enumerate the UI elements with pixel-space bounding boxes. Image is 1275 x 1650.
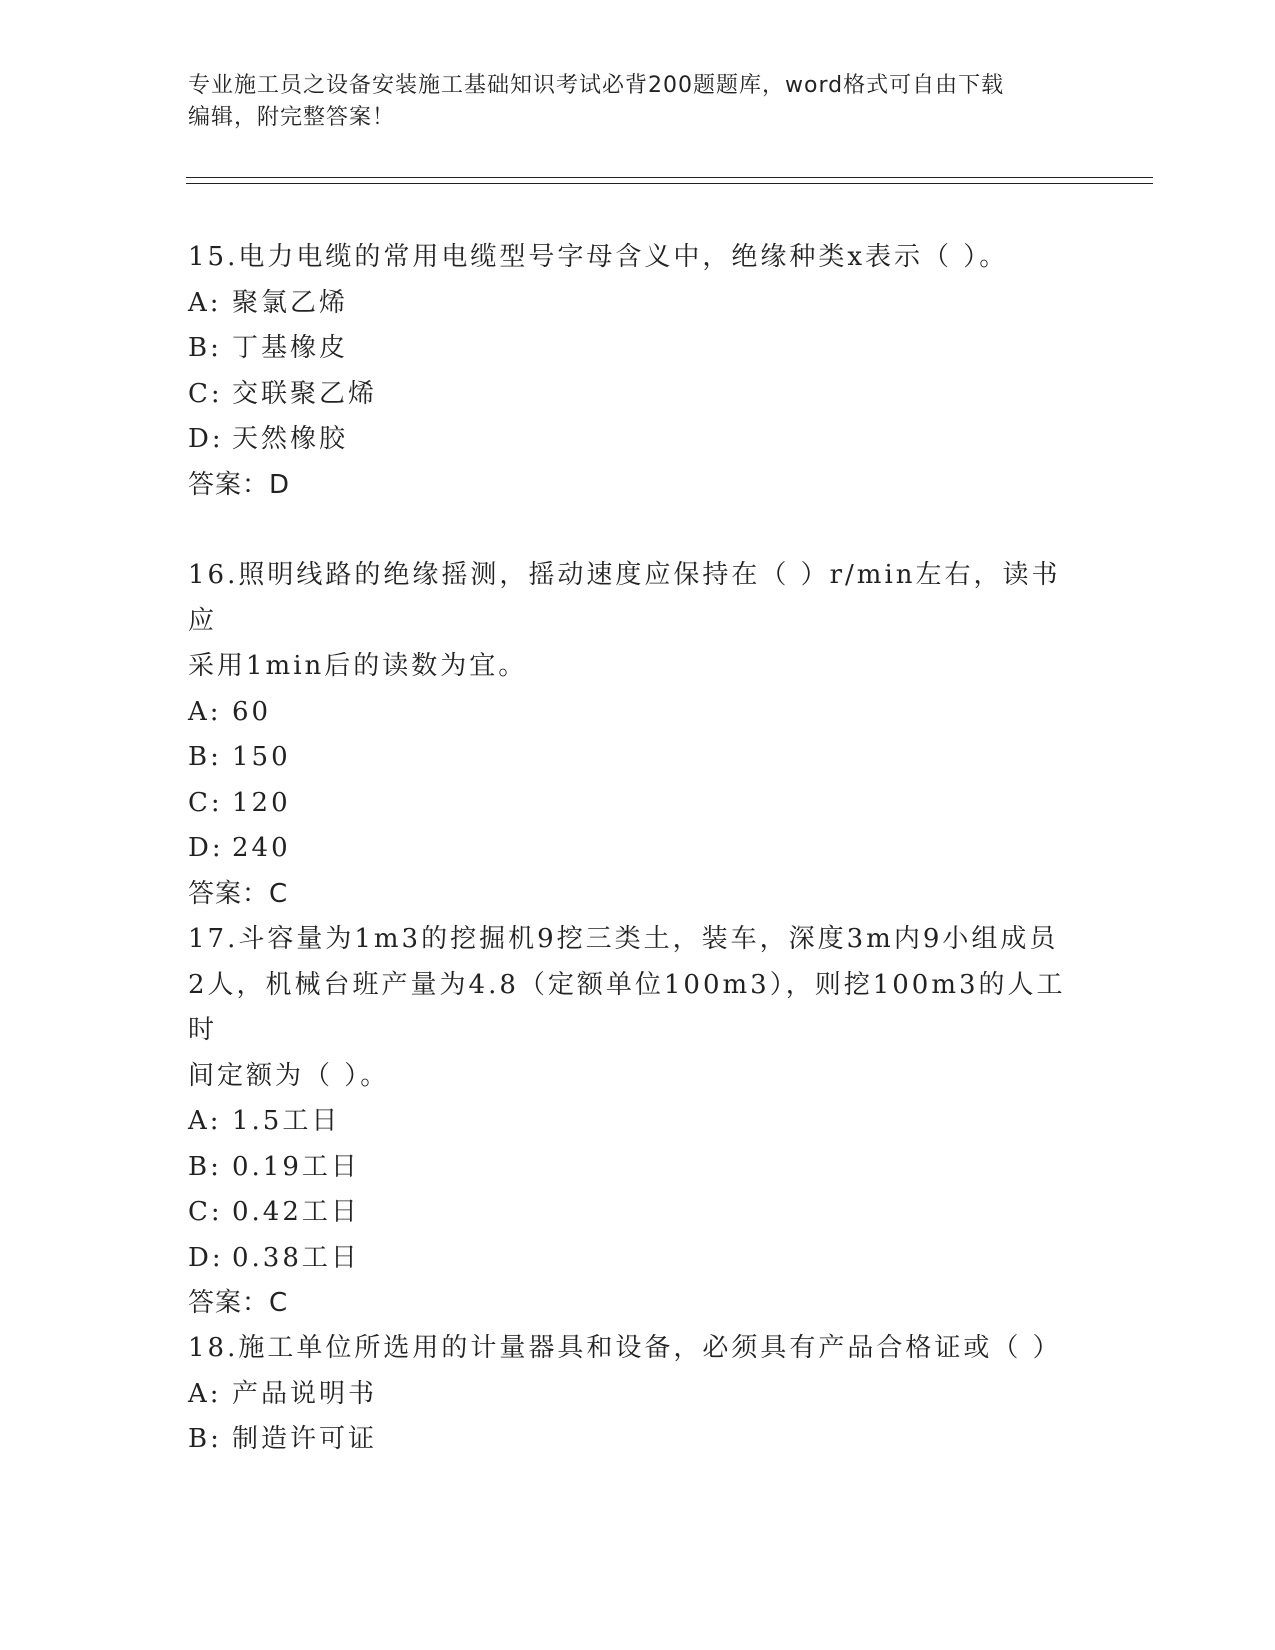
option-label: A: xyxy=(188,1106,222,1136)
option-b xyxy=(188,735,1088,781)
question-text-line-3: 间定额为（ ）。 xyxy=(188,1060,390,1091)
option-c xyxy=(188,372,1088,418)
header-divider-bottom xyxy=(186,183,1153,184)
option-label: D: xyxy=(188,1242,224,1273)
option-a xyxy=(188,690,1088,736)
option-label: D: xyxy=(188,424,224,454)
option-label: C: xyxy=(188,787,223,818)
question-18 xyxy=(188,1326,1088,1463)
question-text-line-1: 16.照明线路的绝缘摇测，摇动速度应保持在（ ）r/min左右，读书应 xyxy=(188,560,1061,636)
option-a xyxy=(188,1099,1088,1145)
option-label: B: xyxy=(188,1151,222,1182)
question-text: 15.电力电缆的常用电缆型号字母含义中，绝缘种类x表示（ ）。 xyxy=(188,242,1009,272)
answer: 答案：C xyxy=(188,878,289,909)
option-text: 丁基橡皮 xyxy=(232,333,349,363)
option-a xyxy=(188,281,1088,327)
question-text-line-2: 采用1min后的读数为宜。 xyxy=(188,651,528,681)
question-16 xyxy=(188,553,1088,917)
question-text-line-2: 2人，机械台班产量为4.8（定额单位100m3），则挖100m3的人工时 xyxy=(188,969,1066,1045)
option-c xyxy=(188,781,1088,827)
option-text: 0.38工日 xyxy=(232,1242,360,1273)
question-15 xyxy=(188,235,1088,508)
option-text: 150 xyxy=(232,742,291,772)
option-label: A: xyxy=(188,287,222,318)
option-text: 天然橡胶 xyxy=(232,424,349,454)
option-text: 120 xyxy=(232,787,291,818)
option-label: C: xyxy=(188,1197,223,1227)
header-divider-top xyxy=(186,177,1153,178)
option-label: B: xyxy=(188,1424,222,1454)
question-text: 18.施工单位所选用的计量器具和设备，必须具有产品合格证或（ ） xyxy=(188,1333,1062,1363)
option-label: C: xyxy=(188,378,223,409)
option-text: 聚氯乙烯 xyxy=(232,287,349,318)
option-text: 交联聚乙烯 xyxy=(232,378,378,409)
option-label: B: xyxy=(188,742,222,772)
option-d xyxy=(188,417,1088,463)
option-text: 60 xyxy=(232,696,272,727)
question-text-line-1: 17.斗容量为1m3的挖掘机9挖三类土，装车，深度3m内9小组成员 xyxy=(188,924,1059,954)
header-line-1: 专业施工员之设备安装施工基础知识考试必背200题题库，word格式可自由下载 xyxy=(188,73,1005,98)
document-header xyxy=(188,70,1068,134)
option-label: D: xyxy=(188,833,224,863)
option-text: 1.5工日 xyxy=(232,1106,341,1136)
question-17 xyxy=(188,917,1088,1327)
option-d xyxy=(188,1236,1088,1282)
option-text: 产品说明书 xyxy=(232,1378,378,1409)
option-label: A: xyxy=(188,696,222,727)
option-a xyxy=(188,1372,1088,1418)
option-b xyxy=(188,1145,1088,1191)
option-label: B: xyxy=(188,333,222,363)
option-b xyxy=(188,1417,1088,1463)
option-text: 240 xyxy=(232,833,291,863)
option-b xyxy=(188,326,1088,372)
option-d xyxy=(188,826,1088,872)
option-text: 0.19工日 xyxy=(232,1151,360,1182)
answer: 答案：D xyxy=(188,469,291,500)
option-label: A: xyxy=(188,1378,222,1409)
option-text: 0.42工日 xyxy=(232,1197,360,1227)
option-text: 制造许可证 xyxy=(232,1424,378,1454)
answer: 答案：C xyxy=(188,1288,289,1318)
option-c xyxy=(188,1190,1088,1236)
header-line-2: 编辑，附完整答案！ xyxy=(188,105,396,130)
